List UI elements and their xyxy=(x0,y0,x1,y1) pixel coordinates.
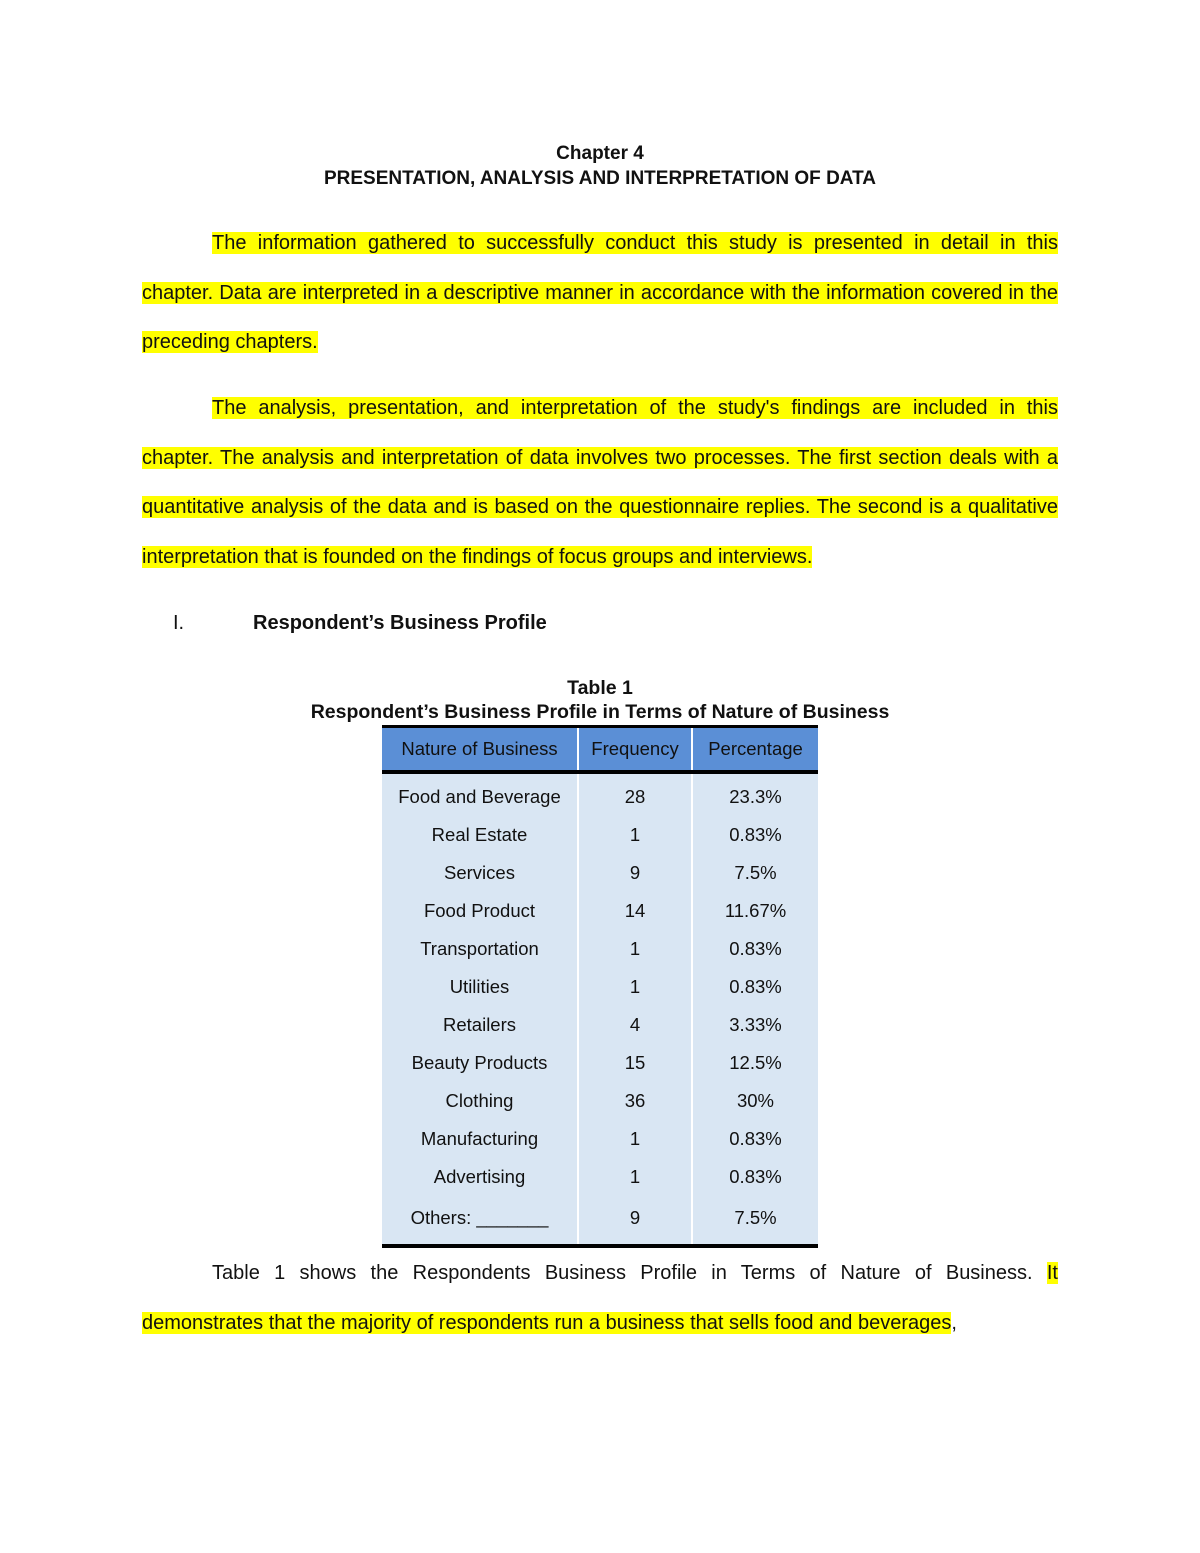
frequency-cell: 9 xyxy=(578,1196,692,1246)
highlighted-text: The analysis, presentation, and interpretation of the study's findings are included in this chapter. The analysis and interpretation of data involves two processes. The first section deals with a quantitative analysis of the data and is based on the questionnaire replies. The second is a qualitative interpretation that is founded on the findings of focus groups and interviews. xyxy=(142,397,1058,568)
column-header-percentage: Percentage xyxy=(692,727,818,773)
frequency-cell: 1 xyxy=(578,1158,692,1196)
chapter-title: PRESENTATION, ANALYSIS AND INTERPRETATION OF DATA xyxy=(323,168,877,189)
percentage-cell: 0.83% xyxy=(692,1158,818,1196)
percentage-cell: 12.5% xyxy=(692,1044,818,1082)
nature-cell: Utilities xyxy=(382,968,578,1006)
column-header-frequency: Frequency xyxy=(578,727,692,773)
frequency-cell: 1 xyxy=(578,1120,692,1158)
nature-cell: Retailers xyxy=(382,1006,578,1044)
nature-cell: Transportation xyxy=(382,930,578,968)
table-row xyxy=(382,968,818,1006)
nature-cell: Food Product xyxy=(382,892,578,930)
highlighted-text: The information gathered to successfully conduct this study is presented in detail in this chapter. Data are interpreted in a descriptive manner in accordance with the information covered in the preceding chapters. xyxy=(142,232,1058,353)
frequency-cell: 15 xyxy=(578,1044,692,1082)
percentage-cell: 23.3% xyxy=(692,772,818,816)
business-profile-table xyxy=(382,725,818,1248)
discussion-plain-text: Table 1 shows the Respondents Business Profile in Terms of Nature of Business. xyxy=(212,1262,1047,1284)
table-header xyxy=(382,727,818,773)
table-body xyxy=(382,772,818,1246)
table-row xyxy=(382,1120,818,1158)
discussion-tail-text: , xyxy=(951,1311,957,1334)
discussion-paragraph xyxy=(142,1249,1058,1348)
intro-paragraph-2 xyxy=(142,384,1058,582)
percentage-cell: 0.83% xyxy=(692,968,818,1006)
nature-cell: Clothing xyxy=(382,1082,578,1120)
table-row xyxy=(382,854,818,892)
frequency-cell: 1 xyxy=(578,816,692,854)
nature-cell: Food and Beverage xyxy=(382,772,578,816)
column-header-nature: Nature of Business xyxy=(382,727,578,773)
frequency-cell: 36 xyxy=(578,1082,692,1120)
table-row xyxy=(382,1082,818,1120)
frequency-cell: 28 xyxy=(578,772,692,816)
table-row xyxy=(382,816,818,854)
section-title: Respondent’s Business Profile xyxy=(253,612,547,634)
percentage-cell: 7.5% xyxy=(692,1196,818,1246)
nature-cell: Services xyxy=(382,854,578,892)
nature-cell: Beauty Products xyxy=(382,1044,578,1082)
percentage-cell: 7.5% xyxy=(692,854,818,892)
frequency-cell: 1 xyxy=(578,930,692,968)
percentage-cell: 11.67% xyxy=(692,892,818,930)
frequency-cell: 14 xyxy=(578,892,692,930)
discussion-highlighted-text: It demonstrates that the majority of respondents run a business that sells food and beverages xyxy=(142,1262,1058,1334)
percentage-cell: 0.83% xyxy=(692,816,818,854)
percentage-cell: 0.83% xyxy=(692,1120,818,1158)
table-row xyxy=(382,892,818,930)
percentage-cell: 30% xyxy=(692,1082,818,1120)
nature-cell: Manufacturing xyxy=(382,1120,578,1158)
section-heading xyxy=(173,610,547,636)
frequency-cell: 9 xyxy=(578,854,692,892)
frequency-cell: 1 xyxy=(578,968,692,1006)
nature-cell: Real Estate xyxy=(382,816,578,854)
table-row xyxy=(382,772,818,816)
table-row xyxy=(382,1196,818,1246)
table-row xyxy=(382,930,818,968)
table-caption: Respondent’s Business Profile in Terms of Nature of Business xyxy=(310,701,890,723)
nature-cell: Others: _______ xyxy=(382,1196,578,1246)
table-row xyxy=(382,1158,818,1196)
frequency-cell: 4 xyxy=(578,1006,692,1044)
table-row xyxy=(382,1006,818,1044)
section-number: I. xyxy=(173,612,185,634)
table-label: Table 1 xyxy=(567,677,633,699)
nature-cell: Advertising xyxy=(382,1158,578,1196)
percentage-cell: 0.83% xyxy=(692,930,818,968)
table-header-row xyxy=(382,727,818,773)
chapter-number: Chapter 4 xyxy=(556,143,644,164)
percentage-cell: 3.33% xyxy=(692,1006,818,1044)
table-row xyxy=(382,1044,818,1082)
intro-paragraph-1 xyxy=(142,219,1058,368)
